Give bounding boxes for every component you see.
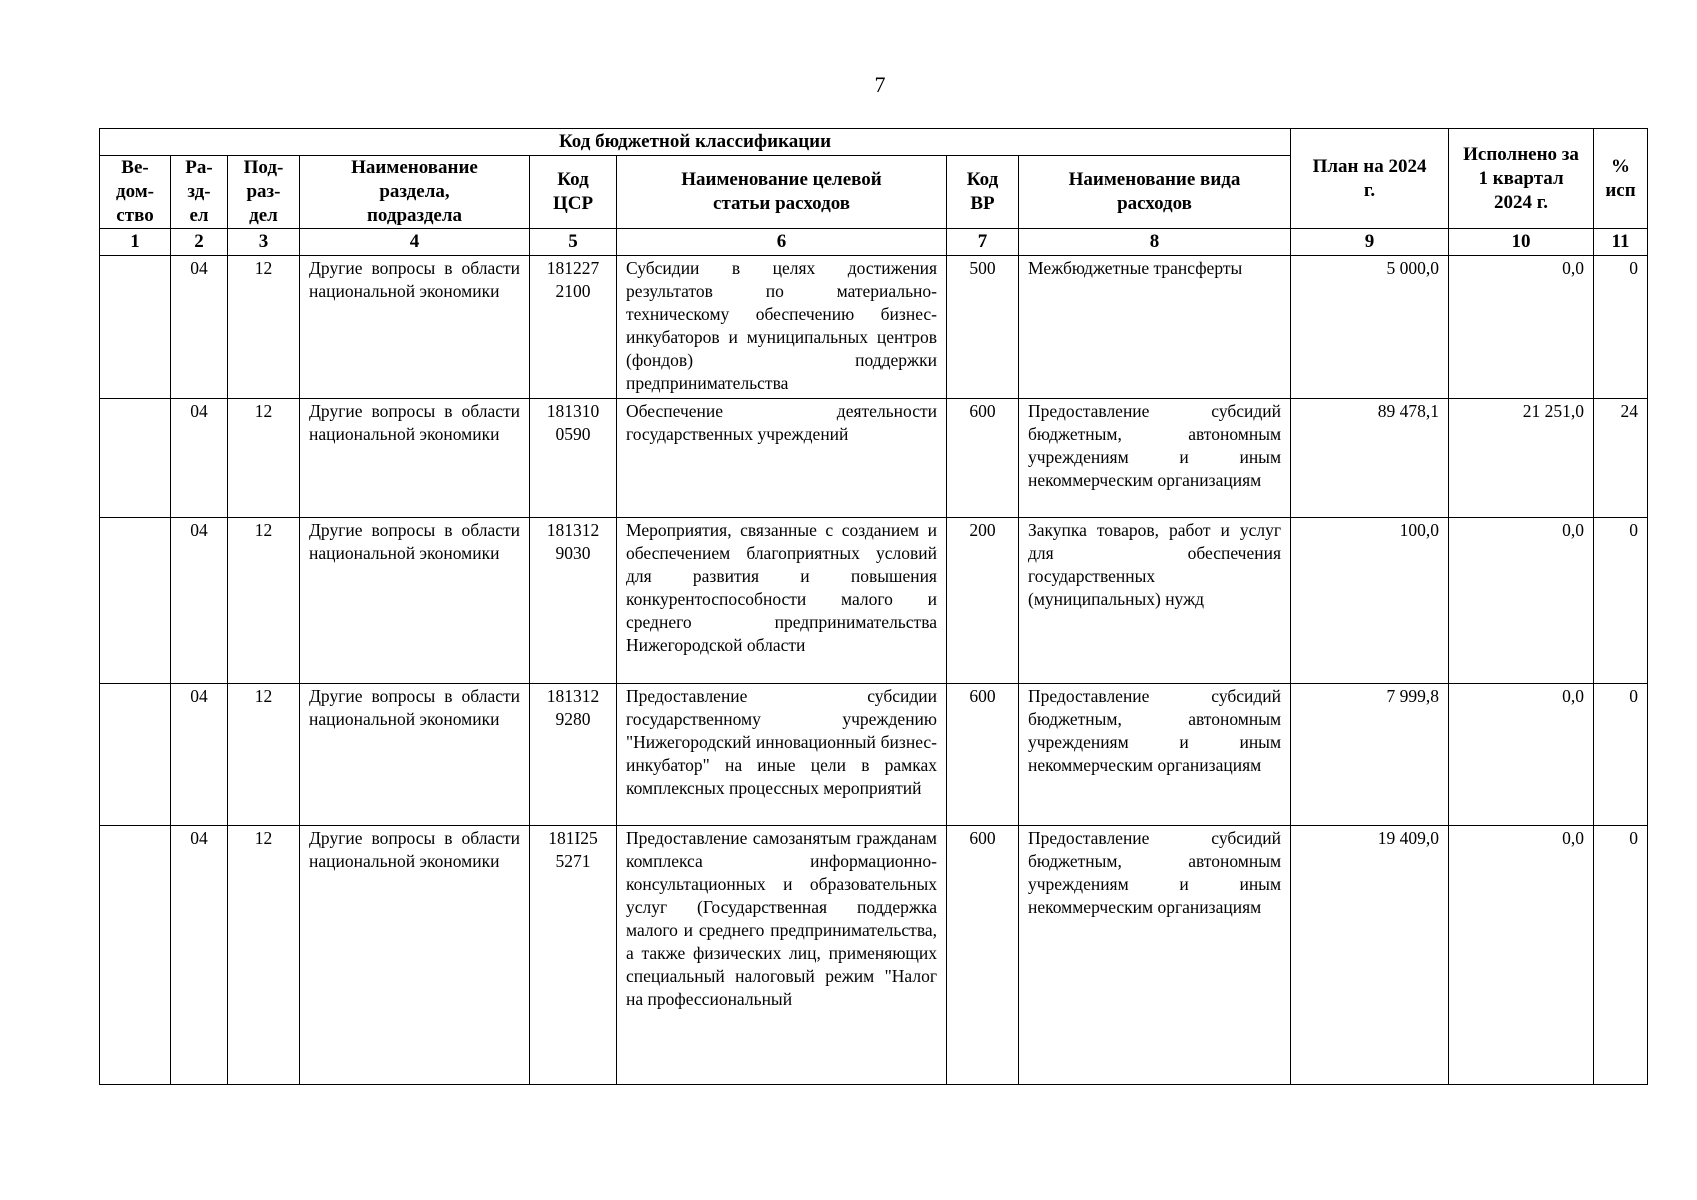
csr-cell: 181227 2100 <box>530 256 617 399</box>
executed-cell: 0,0 <box>1449 518 1594 684</box>
article-name-cell: Обеспечение деятельности государственных учреждений <box>617 399 947 518</box>
razdel-name-cell: Другие вопросы в области национальной экономики <box>300 399 530 518</box>
percent-cell: 24 <box>1594 399 1648 518</box>
vr-cell: 600 <box>947 399 1019 518</box>
vedomstvo-cell <box>100 256 171 399</box>
vr-name-cell: Предоставление субсидий бюджетным, автономным учреждениям и иным некоммерческим организациям <box>1019 399 1291 518</box>
razdel-cell: 04 <box>171 684 228 826</box>
vedomstvo-cell <box>100 684 171 826</box>
percent-cell: 0 <box>1594 684 1648 826</box>
column-number: 3 <box>228 229 300 256</box>
plan-cell: 100,0 <box>1291 518 1449 684</box>
article-name-cell <box>617 826 947 1085</box>
article-name-cell: Мероприятия, связанные с созданием и обеспечением благоприятных условий для развития и повышения конкурентоспособности малого и среднего предпринимательства Нижегородской области <box>617 518 947 684</box>
percent-cell: 0 <box>1594 256 1648 399</box>
razdel-name-cell: Другие вопросы в области национальной экономики <box>300 826 530 1085</box>
column-number: 7 <box>947 229 1019 256</box>
podrazdel-cell: 12 <box>228 518 300 684</box>
vedomstvo-cell <box>100 399 171 518</box>
csr-cell: 181310 0590 <box>530 399 617 518</box>
vr-name-cell: Закупка товаров, работ и услуг для обеспечения государственных (муниципальных) нужд <box>1019 518 1291 684</box>
column-number: 6 <box>617 229 947 256</box>
column-number: 8 <box>1019 229 1291 256</box>
razdel-cell: 04 <box>171 399 228 518</box>
column-number: 9 <box>1291 229 1449 256</box>
article-name-cell: Предоставление субсидии государственному учреждению "Нижегородский инновационный бизнес-инкубатор" на иные цели в рамках комплексных процессных мероприятий <box>617 684 947 826</box>
column-number: 2 <box>171 229 228 256</box>
page-number: 7 <box>874 72 886 97</box>
table-row <box>100 684 1648 826</box>
vr-name-cell: Предоставление субсидий бюджетным, автономным учреждениям и иным некоммерческим организациям <box>1019 684 1291 826</box>
vr-cell: 500 <box>947 256 1019 399</box>
table-row <box>100 399 1648 518</box>
vedomstvo-column-header: Ве- дом- ство <box>100 156 171 229</box>
executed-column-header: Исполнено за 1 квартал 2024 г. <box>1449 129 1594 229</box>
percent-cell: 0 <box>1594 826 1648 1085</box>
executed-cell: 0,0 <box>1449 826 1594 1085</box>
razdel-cell: 04 <box>171 256 228 399</box>
podrazdel-cell: 12 <box>228 684 300 826</box>
razdel-column-header: Ра- зд- ел <box>171 156 228 229</box>
razdel-cell: 04 <box>171 826 228 1085</box>
executed-cell: 0,0 <box>1449 256 1594 399</box>
vr-name-column-header: Наименование вида расходов <box>1019 156 1291 229</box>
budget-execution-table <box>99 128 1648 1085</box>
podrazdel-column-header: Под- раз- дел <box>228 156 300 229</box>
table-row <box>100 256 1648 399</box>
razdel-name-cell: Другие вопросы в области национальной экономики <box>300 518 530 684</box>
plan-cell: 19 409,0 <box>1291 826 1449 1085</box>
vr-cell: 600 <box>947 684 1019 826</box>
table-row <box>100 518 1648 684</box>
column-number: 4 <box>300 229 530 256</box>
razdel-name-column-header: Наименование раздела, подраздела <box>300 156 530 229</box>
csr-cell: 181312 9030 <box>530 518 617 684</box>
executed-cell: 0,0 <box>1449 684 1594 826</box>
csr-column-header: Код ЦСР <box>530 156 617 229</box>
podrazdel-cell: 12 <box>228 399 300 518</box>
column-number: 11 <box>1594 229 1648 256</box>
razdel-cell: 04 <box>171 518 228 684</box>
csr-cell: 181I25 5271 <box>530 826 617 1085</box>
podrazdel-cell: 12 <box>228 256 300 399</box>
executed-cell: 21 251,0 <box>1449 399 1594 518</box>
article-name-cell: Субсидии в целях достижения результатов по материально-техническому обеспечению бизнес-инкубаторов и муниципальных центров (фондов) поддержки предпринимательства <box>617 256 947 399</box>
vr-cell: 600 <box>947 826 1019 1085</box>
razdel-name-cell: Другие вопросы в области национальной экономики <box>300 256 530 399</box>
percent-column-header: % исп <box>1594 129 1648 229</box>
vedomstvo-cell <box>100 518 171 684</box>
csr-cell: 181312 9280 <box>530 684 617 826</box>
plan-column-header: План на 2024 г. <box>1291 129 1449 229</box>
budget-classification-header: Код бюджетной классификации <box>100 129 1291 156</box>
table-row <box>100 826 1648 1085</box>
vr-cell: 200 <box>947 518 1019 684</box>
column-number: 10 <box>1449 229 1594 256</box>
vr-column-header: Код ВР <box>947 156 1019 229</box>
plan-cell: 89 478,1 <box>1291 399 1449 518</box>
vr-name-cell: Предоставление субсидий бюджетным, автономным учреждениям и иным некоммерческим организациям <box>1019 826 1291 1085</box>
article-name-text: Предоставление самозанятым гражданам комплекса информационно-консультационных и образовательных услуг (Государственная поддержка малого и среднего предпринимательства, а также физических лиц, применяющих специальный налоговый режим "Налог на профессиональный <box>626 828 937 1009</box>
plan-cell: 5 000,0 <box>1291 256 1449 399</box>
column-number: 1 <box>100 229 171 256</box>
vedomstvo-cell <box>100 826 171 1085</box>
razdel-name-cell: Другие вопросы в области национальной экономики <box>300 684 530 826</box>
percent-cell: 0 <box>1594 518 1648 684</box>
plan-cell: 7 999,8 <box>1291 684 1449 826</box>
column-number: 5 <box>530 229 617 256</box>
article-name-column-header: Наименование целевой статьи расходов <box>617 156 947 229</box>
podrazdel-cell: 12 <box>228 826 300 1085</box>
vr-name-cell: Межбюджетные трансферты <box>1019 256 1291 399</box>
